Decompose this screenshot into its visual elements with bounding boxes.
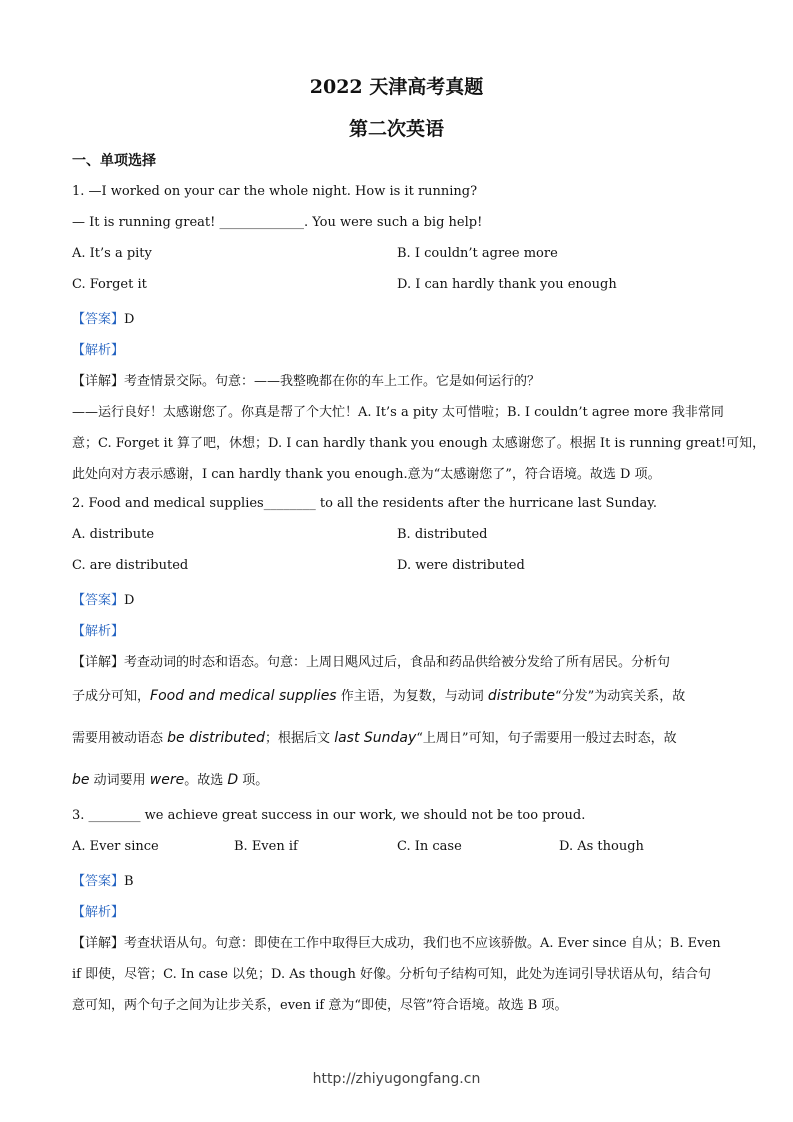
answer-value: D: [124, 312, 135, 327]
q1-detail-line2: ——运行良好！太感谢您了。你真是帮了个大忙！A. It’s a pity 太可惜啦；B. I couldn’t agree more 我非常同: [72, 405, 724, 420]
page-title: 2022 天津高考真题: [309, 76, 484, 98]
q1-stem-line1: 1. —I worked on your car the whole night. How is it running?: [72, 184, 478, 199]
detail-tag: 【详解】: [72, 936, 125, 951]
q2-option-a: A. distribute: [72, 527, 155, 542]
q1-option-d: D. I can hardly thank you enough: [397, 277, 617, 292]
text-run: 子成分可知，: [72, 689, 151, 704]
text-run: 项。: [238, 773, 269, 788]
detail-text: 考查动词的时态和语态。句意：上周日飓风过后，食品和药品供给被分发给了所有居民。分析句: [124, 655, 671, 670]
answer-value: D: [124, 593, 135, 608]
q1-option-b: B. I couldn’t agree more: [397, 246, 558, 261]
section-heading: 一、单项选择: [72, 153, 156, 169]
q2-stem: 2. Food and medical supplies________ to all the residents after the hurricane last Sunday.: [72, 496, 658, 511]
detail-text: 考查状语从句。句意：即使在工作中取得巨大成功，我们也不应该骄傲。A. Ever since 自从；B. Even: [124, 936, 721, 951]
handwritten-run: D: [227, 772, 239, 788]
handwritten-run: distribute: [487, 688, 555, 704]
q2-option-b: B. distributed: [397, 527, 488, 542]
answer-tag: 【答案】: [72, 874, 125, 889]
q1-detail-line4: 此处向对方表示感谢，I can hardly thank you enough.意为“太感谢您了”，符合语境。故选 D 项。: [72, 467, 661, 482]
q1-detail-line1: [72, 370, 722, 389]
q1-answer: [72, 308, 722, 327]
q3-answer: [72, 870, 722, 889]
q1-analysis-tag: 【解析】: [72, 343, 125, 358]
text-run: ；根据后文: [265, 731, 335, 746]
q3-option-a: A. Ever since: [72, 839, 159, 854]
text-run: “分发”为动宾关系，故: [554, 689, 686, 704]
handwritten-run: were: [149, 772, 185, 788]
q1-detail-line3: 意；C. Forget it 算了吧，休想；D. I can hardly thank you enough 太感谢您了。根据 It is running great!可知，: [72, 436, 766, 451]
q3-option-c: C. In case: [397, 839, 462, 854]
q2-analysis-tag: 【解析】: [72, 624, 125, 639]
q2-option-c: C. are distributed: [72, 558, 189, 573]
text-run: 作主语，为复数，与动词: [336, 689, 488, 704]
answer-value: B: [124, 874, 134, 889]
text-run: “上周日”可知，句子需要用一般过去时态，故: [416, 731, 677, 746]
q2-option-d: D. were distributed: [397, 558, 525, 573]
answer-tag: 【答案】: [72, 593, 125, 608]
q1-option-c: C. Forget it: [72, 277, 147, 292]
q3-option-b: B. Even if: [234, 839, 298, 854]
footer-url[interactable]: http://zhiyugongfang.cn: [312, 1071, 481, 1087]
q3-analysis-tag: 【解析】: [72, 905, 125, 920]
handwritten-run: be: [72, 772, 90, 788]
handwritten-run: Food and medical supplies: [150, 688, 337, 704]
answer-tag: 【答案】: [72, 312, 125, 327]
text-run: 需要用被动语态: [72, 731, 168, 746]
handwritten-run: be distributed: [167, 730, 266, 746]
q3-stem: 3. ________ we achieve great success in our work, we should not be too proud.: [72, 808, 586, 823]
q3-option-d: D. As though: [559, 839, 644, 854]
text-run: 动词要用: [89, 773, 150, 788]
q3-detail-line3: 意可知，两个句子之间为让步关系，even if 意为“即使，尽管”符合语境。故选 B 项。: [72, 998, 568, 1013]
detail-text: 考查情景交际。句意：——我整晚都在你的车上工作。它是如何运行的？: [124, 374, 541, 389]
detail-tag: 【详解】: [72, 374, 125, 389]
q3-detail-line1: [72, 932, 722, 951]
q2-detail-line2: [72, 685, 722, 704]
detail-tag: 【详解】: [72, 655, 125, 670]
q1-option-a: A. It’s a pity: [72, 246, 152, 261]
q2-detail-line3: [72, 727, 722, 746]
page-subtitle: 第二次英语: [348, 118, 444, 140]
q1-stem-line2: — It is running great! _____________. You were such a big help!: [72, 215, 483, 230]
handwritten-run: last Sunday: [334, 730, 417, 746]
q2-detail-line1: [72, 651, 722, 670]
q2-answer: [72, 589, 722, 608]
text-run: 。故选: [184, 773, 228, 788]
q2-detail-line4: [72, 769, 722, 788]
q3-detail-line2: if 即使，尽管；C. In case 以免；D. As though 好像。分析句子结构可知，此处为连词引导状语从句，结合句: [72, 967, 712, 982]
